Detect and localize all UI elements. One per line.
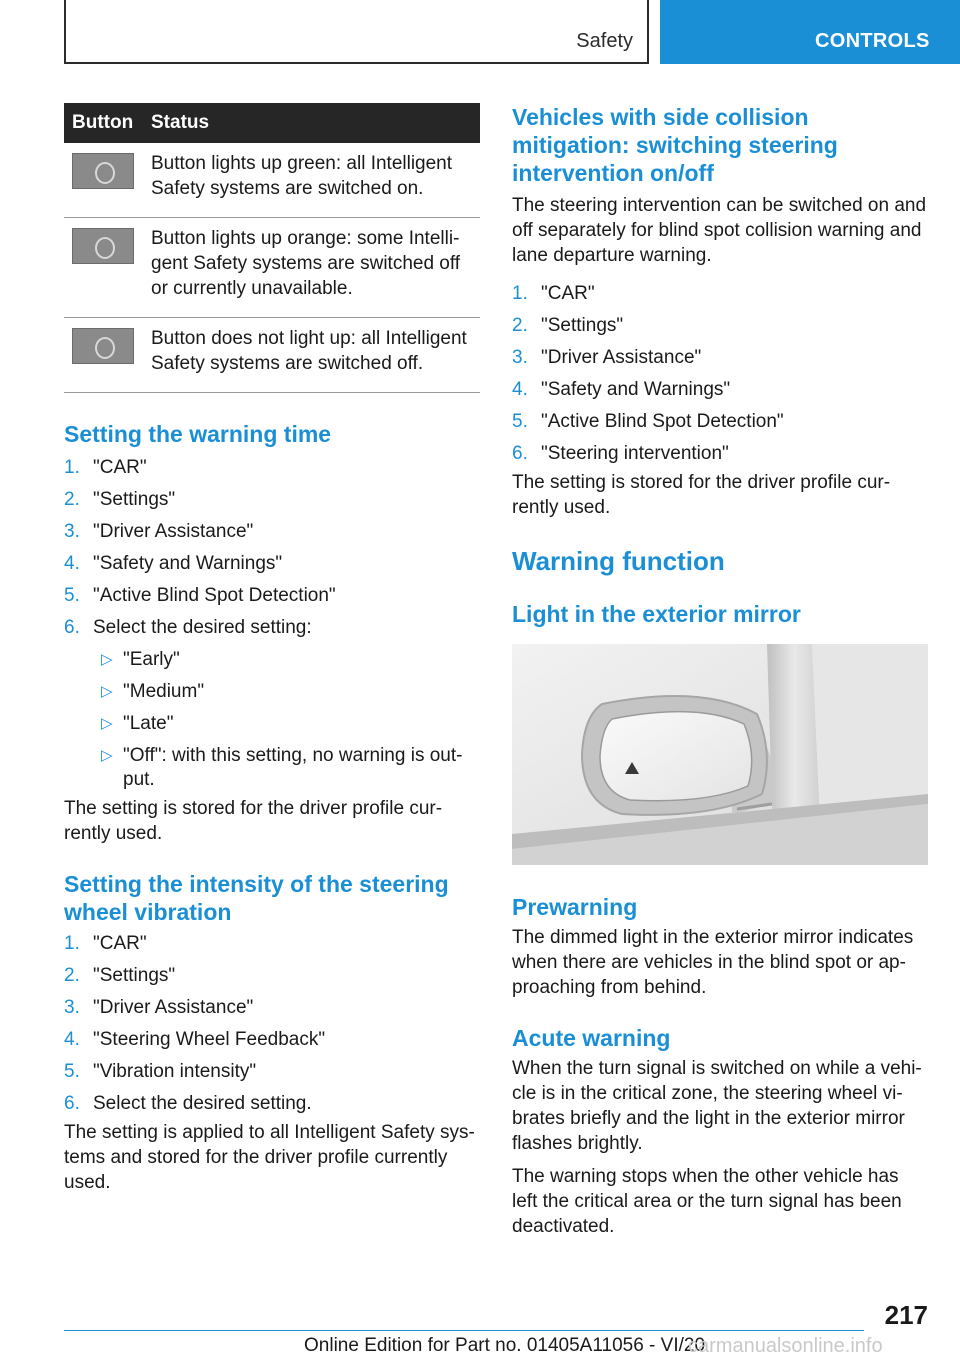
right-column (512, 103, 928, 1239)
warning-time-steps (64, 456, 480, 792)
button-status-table (64, 103, 480, 393)
warning-time-note: The setting is stored for the driver profile cur-rently used. (64, 798, 443, 844)
list-item: 5. "Vibration intensity" (64, 1061, 257, 1082)
intelligent-safety-button-icon (72, 328, 134, 364)
warning-function-heading: Warning function (512, 546, 725, 576)
status-text: Button lights up orange: some Intelli-gent Safety systems are switched off or currently unavailable. (151, 218, 480, 318)
table-header-status: Status (151, 103, 480, 143)
footer-divider (64, 1330, 864, 1331)
triangle-bullet-icon: ▷ (101, 683, 113, 700)
steering-steps (512, 282, 928, 466)
status-text: Button lights up green: all Intelligent Safety systems are switched on. (151, 143, 480, 218)
prewarning-text: The dimmed light in the exterior mirror indicates when there are vehicles in the blind spot or ap-proaching from behind. (512, 927, 914, 998)
triangle-bullet-icon: ▷ (101, 651, 113, 668)
list-item: 6. Select the desired setting: ▷ "Early" ▷ "Medium" ▷ "Late" ▷ "Off": with this setting, no warning is out-put. (64, 616, 480, 792)
exterior-mirror-image (512, 644, 928, 865)
list-item: 5. "Active Blind Spot Detection" (64, 585, 336, 606)
footer-edition: Online Edition for Part no. 01405A11056 - VI/20 (304, 1335, 706, 1356)
acute-warning-heading: Acute warning (512, 1025, 671, 1051)
intelligent-safety-button-icon (72, 228, 134, 264)
list-item: 2. "Settings" (64, 965, 176, 986)
exterior-mirror-heading: Light in the exterior mirror (512, 601, 801, 627)
controls-tab[interactable] (660, 0, 960, 64)
steering-note: The setting is stored for the driver profile cur-rently used. (512, 472, 891, 518)
list-item: 2. "Settings" (64, 489, 176, 510)
steering-intro: The steering intervention can be switched on and off separately for blind spot collision warning and lane departure warning. (512, 195, 927, 266)
warning-stop-text: The warning stops when the other vehicle has left the critical area or the turn signal has been deactivated. (512, 1166, 902, 1237)
list-item: 1. "CAR" (512, 283, 595, 304)
vibration-steps (64, 932, 480, 1116)
list-item: ▷ "Early" (101, 649, 180, 670)
prewarning-heading: Prewarning (512, 894, 638, 920)
triangle-bullet-icon: ▷ (101, 747, 113, 764)
list-item: 6. Select the desired setting. (64, 1093, 312, 1114)
left-column (64, 103, 480, 1195)
list-item: 3. "Driver Assistance" (64, 521, 254, 542)
table-row (64, 143, 480, 218)
list-item: 3. "Driver Assistance" (64, 997, 254, 1018)
table-header-button: Button (64, 103, 151, 143)
list-item: 3. "Driver Assistance" (512, 347, 702, 368)
steering-heading: Vehicles with side collision mitigation: switching steering intervention on/off (512, 104, 838, 186)
page-number: 217 (884, 1300, 928, 1330)
vibration-heading: Setting the intensity of the steering wheel vibration (64, 871, 449, 925)
status-text: Button does not light up: all Intelligent Safety systems are switched off. (151, 318, 480, 393)
list-item: ▷ "Off": with this setting, no warning is out-put. (101, 745, 463, 790)
watermark: carmanualsonline.info (688, 1335, 883, 1357)
list-item: 4. "Safety and Warnings" (64, 553, 283, 574)
list-item: 4. "Safety and Warnings" (512, 379, 731, 400)
warning-time-heading: Setting the warning time (64, 421, 332, 447)
list-item: 5. "Active Blind Spot Detection" (512, 411, 784, 432)
list-item: 6. "Steering intervention" (512, 443, 729, 464)
table-row (64, 318, 480, 393)
acute-warning-text: When the turn signal is switched on while a vehi-cle is in the critical zone, the steering wheel vi-brates briefly and the light in the exterior mirror flashes brightly. (512, 1058, 922, 1154)
list-item: ▷ "Medium" (101, 681, 205, 702)
table-row (64, 218, 480, 318)
controls-tab-label: CONTROLS (815, 30, 930, 52)
mirror-illustration (512, 644, 928, 865)
list-item: 4. "Steering Wheel Feedback" (64, 1029, 326, 1050)
list-item: 1. "CAR" (64, 457, 147, 478)
warning-time-options (93, 648, 480, 792)
section-title: Safety (576, 30, 633, 52)
list-item: 1. "CAR" (64, 933, 147, 954)
intelligent-safety-button-icon (72, 153, 134, 189)
triangle-bullet-icon: ▷ (101, 715, 113, 732)
header-frame (64, 0, 649, 64)
vibration-note: The setting is applied to all Intelligent Safety sys-tems and stored for the driver profile currently used. (64, 1122, 475, 1193)
list-item: ▷ "Late" (101, 713, 174, 734)
list-item: 2. "Settings" (512, 315, 624, 336)
